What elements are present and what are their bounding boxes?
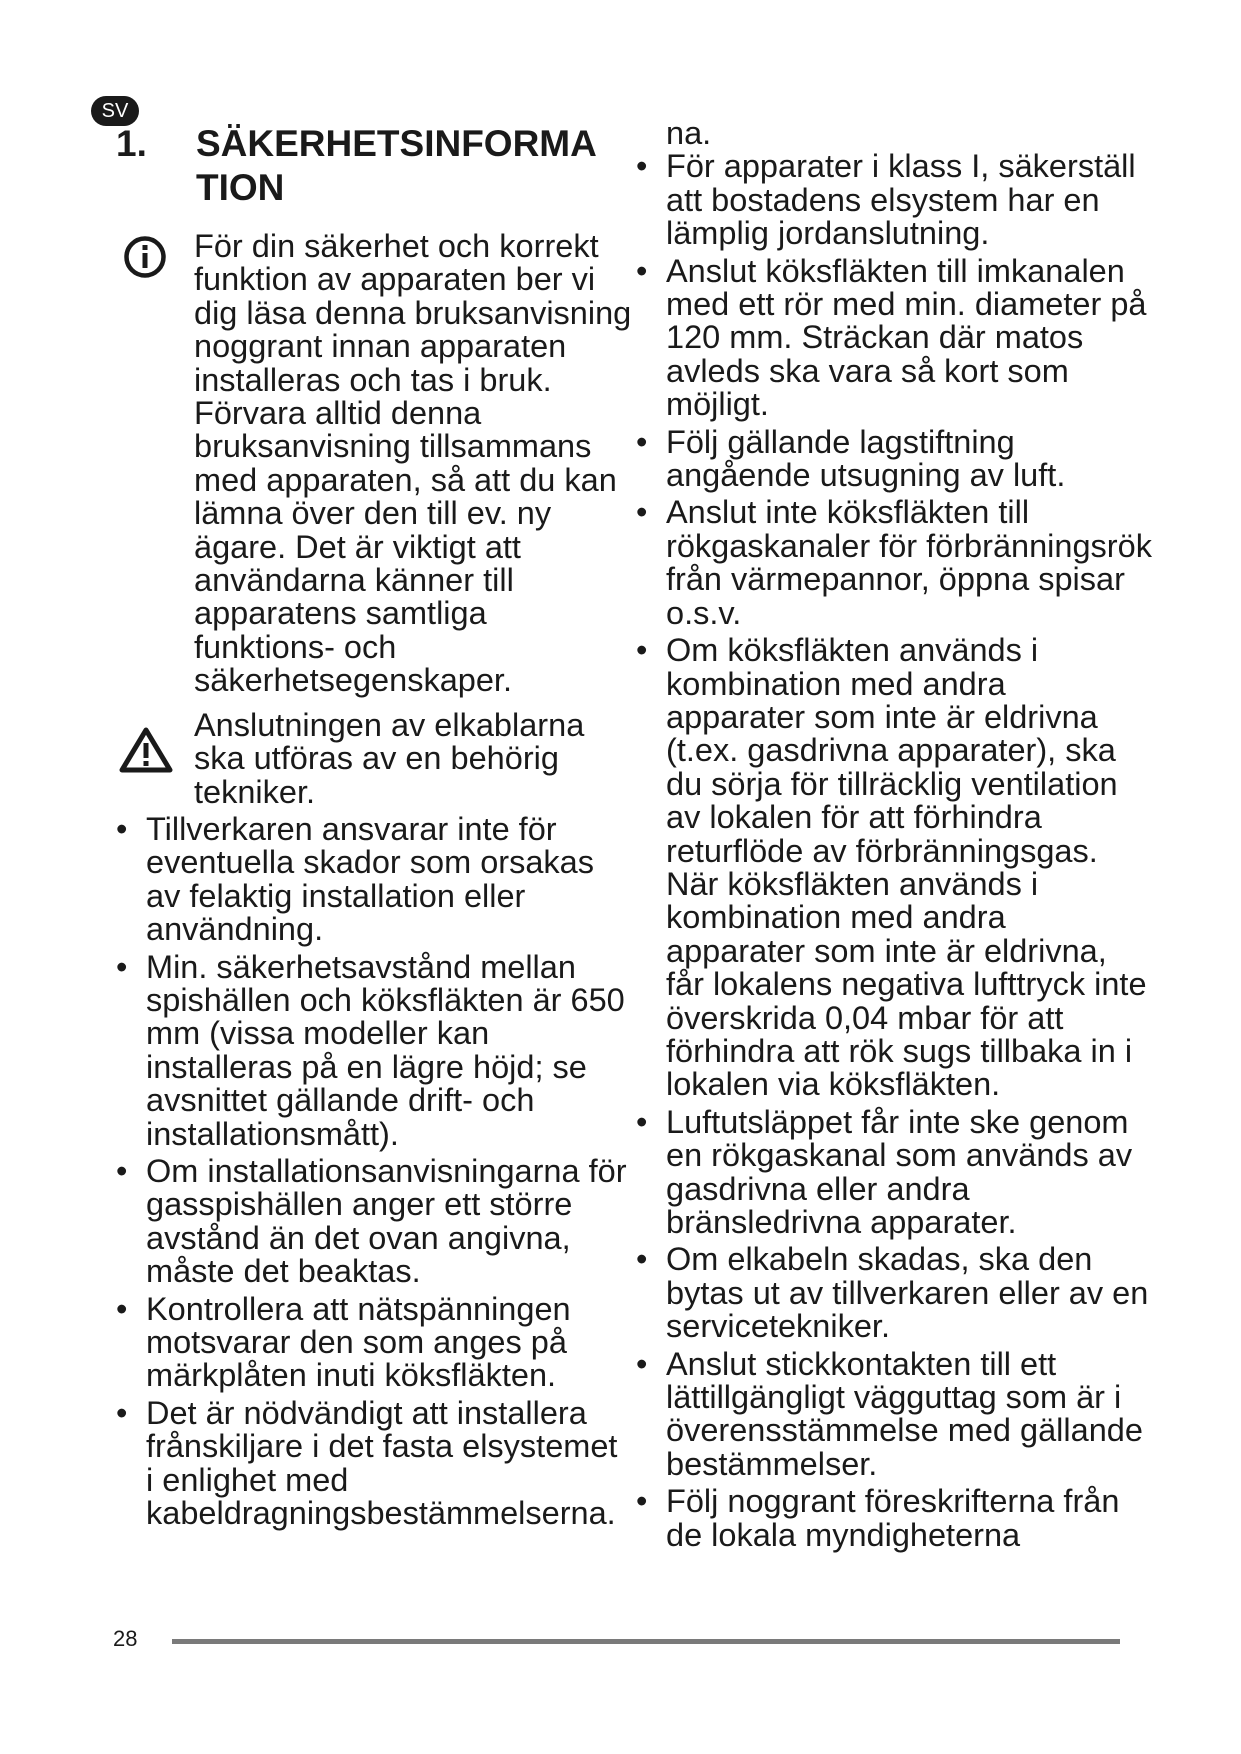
list-item: • Det är nödvändigt att installera frånskiljare i det fasta elsystemet i enlighet med kabeldragningsbestämmelserna. [113,1397,633,1531]
warning-icon [118,726,174,780]
continued-text: na. [666,115,712,151]
language-badge: SV [91,96,139,126]
section-number: 1. [116,123,147,164]
footer-divider [172,1639,1120,1644]
list-item: • För apparater i klass I, säkerställ att bostadens elsystem har en lämplig jordanslutning. [633,150,1153,250]
list-item: • Anslut stickkontakten till ett lättillgängligt vägguttag som är i överensstämmelse med gällande bestämmelser. [633,1348,1153,1482]
list-item: • Min. säkerhetsavstånd mellan spishällen och köksfläkten är 650 mm (vissa modeller kan installeras på en lägre höjd; se avsnittet gällande drift- och installationsmått). [113,951,633,1151]
page-number: 28 [113,1626,138,1651]
list-item: • Följ noggrant föreskrifterna från de lokala myndigheterna [633,1485,1153,1552]
list-item: • Anslut köksfläkten till imkanalen med ett rör med min. diameter på 120 mm. Sträckan där matos avleds ska vara så kort som möjligt. [633,255,1153,422]
warning-note-text: Anslutningen av elkablarna ska utföras av en behörig tekniker. [194,706,585,810]
list-item: • Följ gällande lagstiftning angående utsugning av luft. [633,426,1153,493]
list-item: • Kontrollera att nätspänningen motsvarar den som anges på märkplåten inuti köksfläkten. [113,1293,633,1393]
left-bullet-list [113,810,633,1532]
list-item: • Luftutsläppet får inte ske genom en rökgaskanal som används av gasdrivna eller andra bränsledrivna apparater. [633,1106,1153,1240]
list-item: • Tillverkaren ansvarar inte för eventuella skador som orsakas av felaktig installation eller användning. [113,813,633,947]
info-note-text: För din säkerhet och korrekt funktion av apparaten ber vi dig läsa denna bruksanvisning noggrant innan apparaten installeras och tas i bruk. Förvara alltid denna bruksanvisning tillsammans med apparaten, så att du kan lämna över den till ev. ny ägare. Det är viktigt att användarna känner till apparatens samtliga funktions- och säkerhetsegenskaper. [194,228,632,699]
list-item: • Om elkabeln skadas, ska den bytas ut av tillverkaren eller av en servicetekniker. [633,1243,1153,1343]
info-icon [123,235,167,285]
list-item: • Om installationsanvisningarna för gasspishällen anger ett större avstånd än det ovan angivna, måste det beaktas. [113,1155,633,1289]
section-title-text: SÄKERHETSINFORMA TION [196,123,597,208]
left-column [113,230,633,1534]
right-bullet-list [633,150,1153,1552]
info-note [113,230,633,698]
right-column [633,117,1153,1556]
list-item: • Om köksfläkten används i kombination med andra apparater som inte är eldrivna (t.ex. gasdrivna apparater), ska du sörja för tillräcklig ventilation av lokalen för att förhindra returflöde av förbränningsgas. När köksfläkten används i kombination med andra apparater som inte är eldrivna, får lokalens negativa lufttryck inte överskrida 0,04 mbar för att förhindra att rök sugs tillbaka in i lokalen via köksfläkten. [633,634,1153,1102]
list-item: • Anslut inte köksfläkten till rökgaskanaler för förbränningsrök från värmepannor, öppna spisar o.s.v. [633,496,1153,630]
section-title [116,122,597,208]
warning-note [113,706,633,810]
